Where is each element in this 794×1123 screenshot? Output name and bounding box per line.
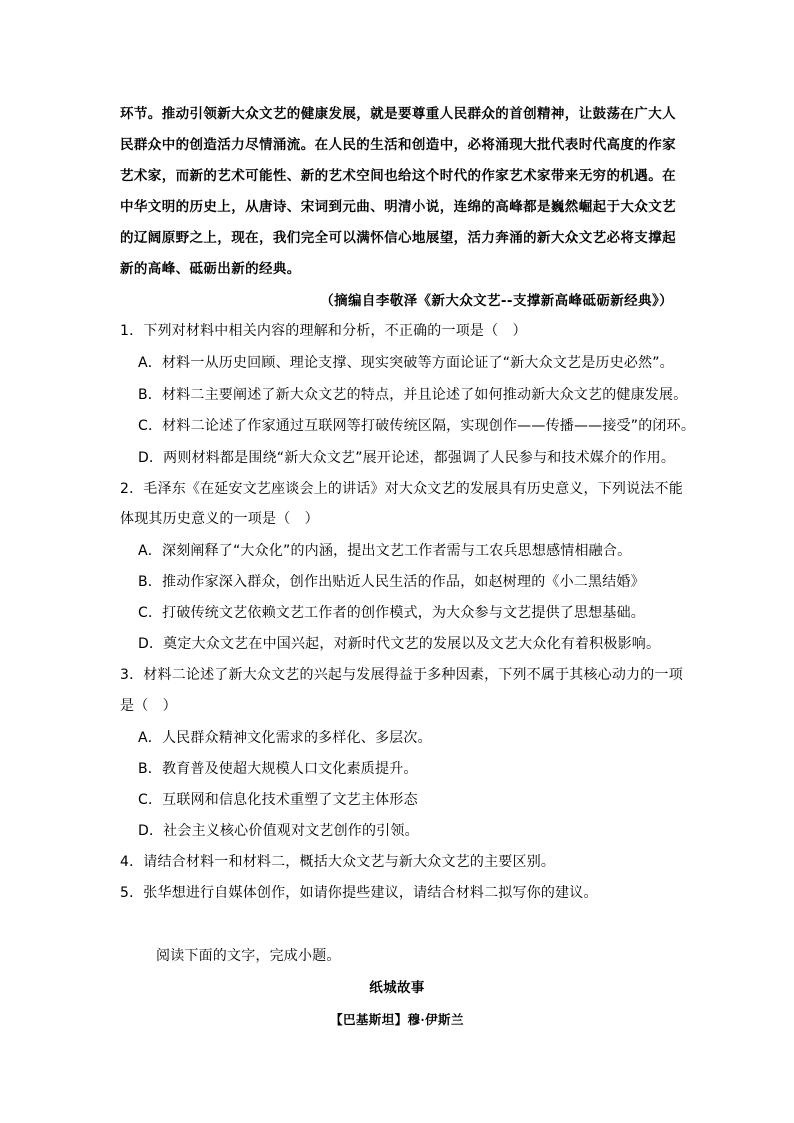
option-d: D．社会主义核心价值观对文艺创作的引领。 [138, 823, 419, 839]
question-stem-continued: 体现其历史意义的一项是（ ） [120, 511, 319, 527]
option-c: C．打破传统文艺依赖文艺工作者的创作模式，为大众参与文艺提供了思想基础。 [138, 605, 645, 621]
passage-line: 环节。推动引领新大众文艺的健康发展，就是要尊重人民群众的首创精神，让鼓荡在广大人 [120, 106, 676, 122]
option-b: B．教育普及使超大规模人口文化素质提升。 [138, 761, 418, 777]
question-stem: 4．请结合材料一和材料二，概括大众文艺与新大众文艺的主要区别。 [120, 854, 556, 870]
passage-source: （摘编自李敬泽《新大众文艺--支撑新高峰砥砺新经典》） [320, 293, 673, 309]
option-c: C．互联网和信息化技术重塑了文艺主体形态 [138, 792, 418, 808]
option-d: D．奠定大众文艺在中国兴起，对新时代文艺的发展以及文艺大众化有着积极影响。 [138, 636, 661, 652]
passage-line: 民群众中的创造活力尽情涌流。在人民的生活和创造中，必将涌现大批代表时代高度的作家 [120, 137, 676, 153]
option-d: D．两则材料都是围绕“新大众文艺”展开论述，都强调了人民参与和技术媒介的作用。 [138, 450, 676, 466]
question-stem: 2．毛泽东《在延安文艺座谈会上的讲话》对大众文艺的发展具有历史意义，下列说法不能 [120, 481, 683, 497]
question-stem: 1．下列对材料中相关内容的理解和分析，不正确的一项是（ ） [120, 323, 527, 339]
option-c: C．材料二论述了作家通过互联网等打破传统区隔，实现创作——传播——接受”的闭环。 [138, 418, 696, 434]
passage-line: 中华文明的历史上，从唐诗、宋词到元曲、明清小说，连绵的高峰都是巍然崛起于大众文艺 [120, 199, 676, 215]
option-b: B．材料二主要阐述了新大众文艺的特点，并且论述了如何推动新大众文艺的健康发展。 [138, 387, 688, 403]
question-stem: 5．张华想进行自媒体创作，如请你提些建议，请结合材料二拟写你的建议。 [120, 885, 598, 901]
option-a: A．深刻阐释了“大众化”的内涵，提出文艺工作者需与工农兵思想感情相融合。 [138, 543, 632, 559]
passage-line: 艺术家，而新的艺术可能性、新的艺术空间也给这个时代的作家艺术家带来无穷的机遇。在 [120, 168, 676, 184]
option-b: B．推动作家深入群众，创作出贴近人民生活的作品，如赵树理的《小二黑结婚》 [138, 574, 645, 590]
story-author: 【巴基斯坦】穆·伊斯兰 [330, 1012, 464, 1027]
passage-line: 的辽阔原野之上，现在，我们完全可以满怀信心地展望，活力奔涌的新大众文艺必将支撑起 [120, 230, 676, 246]
reading-instruction: 阅读下面的文字，完成小题。 [156, 948, 341, 964]
question-stem-continued: 是（ ） [120, 698, 177, 714]
question-stem: 3．材料二论述了新大众文艺的兴起与发展得益于多种因素，下列不属于其核心动力的一项 [120, 667, 683, 683]
option-a: A．人民群众精神文化需求的多样化、多层次。 [138, 730, 432, 746]
option-a: A．材料一从历史回顾、理论支撑、现实突破等方面论证了“新大众文艺是历史必然”。 [138, 355, 674, 371]
story-title: 纸城故事 [369, 980, 425, 996]
passage-line: 新的高峰、砥砺出新的经典。 [120, 261, 301, 277]
